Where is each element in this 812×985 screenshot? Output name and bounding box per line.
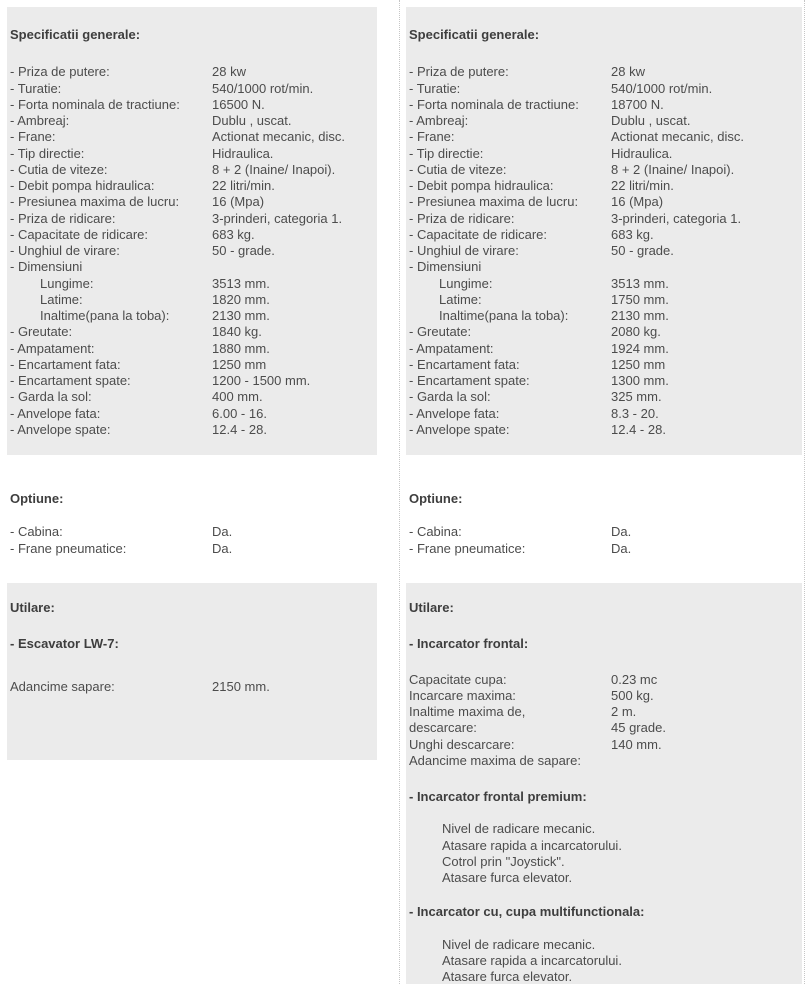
equipment-item-title-incarcator-premium: - Incarcator frontal premium: bbox=[409, 789, 796, 805]
spec-value: Dublu , uscat. bbox=[212, 113, 371, 129]
spec-rows-right bbox=[409, 64, 796, 438]
equipment-heading: Utilare: bbox=[10, 600, 371, 616]
spec-value: 12.4 - 28. bbox=[611, 422, 796, 438]
spec-label: - Frane: bbox=[409, 129, 611, 145]
spec-value: 2 m. bbox=[611, 704, 796, 720]
spec-row bbox=[10, 113, 371, 129]
spec-row bbox=[409, 113, 796, 129]
spec-row bbox=[409, 373, 796, 389]
spec-label: - Encartament spate: bbox=[10, 373, 212, 389]
spec-row bbox=[10, 81, 371, 97]
spec-label: - Frane: bbox=[10, 129, 212, 145]
equipment-heading: Utilare: bbox=[409, 600, 796, 616]
spec-value: 1840 kg. bbox=[212, 324, 371, 340]
spec-value bbox=[611, 753, 796, 769]
spec-label: - Anvelope spate: bbox=[409, 422, 611, 438]
spec-label: - Dimensiuni bbox=[409, 259, 611, 275]
spec-label: Latime: bbox=[409, 292, 611, 308]
spec-label: - Tip directie: bbox=[409, 146, 611, 162]
spec-label: - Presiunea maxima de lucru: bbox=[409, 194, 611, 210]
spec-row bbox=[10, 64, 371, 80]
feature-line: Nivel de radicare mecanic. bbox=[409, 937, 796, 953]
spec-label: - Capacitate de ridicare: bbox=[409, 227, 611, 243]
spec-value: Da. bbox=[611, 541, 796, 557]
spec-value: 325 mm. bbox=[611, 389, 796, 405]
spec-value: 683 kg. bbox=[212, 227, 371, 243]
spec-value: 2080 kg. bbox=[611, 324, 796, 340]
spec-row bbox=[409, 129, 796, 145]
spec-value: 1200 - 1500 mm. bbox=[212, 373, 371, 389]
spec-row bbox=[10, 406, 371, 422]
spec-value: 6.00 - 16. bbox=[212, 406, 371, 422]
spec-row bbox=[409, 422, 796, 438]
spec-row bbox=[10, 178, 371, 194]
spec-row bbox=[10, 341, 371, 357]
spec-label: Latime: bbox=[10, 292, 212, 308]
spec-value: 3513 mm. bbox=[212, 276, 371, 292]
spec-value: 2130 mm. bbox=[212, 308, 371, 324]
spec-value: 2130 mm. bbox=[611, 308, 796, 324]
options-panel-right bbox=[406, 455, 802, 583]
spec-label: - Tip directie: bbox=[10, 146, 212, 162]
spec-value: Da. bbox=[611, 524, 796, 540]
spec-value: 3513 mm. bbox=[611, 276, 796, 292]
spec-value: 28 kw bbox=[212, 64, 371, 80]
spec-row bbox=[409, 276, 796, 292]
spec-row bbox=[10, 194, 371, 210]
spec-value bbox=[611, 259, 796, 275]
spec-row bbox=[409, 324, 796, 340]
spec-label: - Anvelope fata: bbox=[10, 406, 212, 422]
spec-label: - Encartament fata: bbox=[409, 357, 611, 373]
spec-row bbox=[10, 422, 371, 438]
spec-value: 22 litri/min. bbox=[611, 178, 796, 194]
spec-row bbox=[409, 227, 796, 243]
equipment-panel-right bbox=[406, 583, 802, 984]
spec-row bbox=[10, 162, 371, 178]
equipment-item-title-escavator: - Escavator LW-7: bbox=[10, 636, 371, 652]
spec-row bbox=[409, 341, 796, 357]
spec-label: - Unghiul de virare: bbox=[409, 243, 611, 259]
spec-value: 18700 N. bbox=[611, 97, 796, 113]
spec-row bbox=[409, 292, 796, 308]
feature-line: Atasare furca elevator. bbox=[409, 870, 796, 886]
spec-label: - Unghiul de virare: bbox=[10, 243, 212, 259]
spec-row bbox=[409, 194, 796, 210]
spec-row bbox=[409, 259, 796, 275]
spec-value: 22 litri/min. bbox=[212, 178, 371, 194]
spec-value: Da. bbox=[212, 541, 371, 557]
spec-row bbox=[10, 276, 371, 292]
spec-value: 8 + 2 (Inaine/ Inapoi). bbox=[611, 162, 796, 178]
options-heading: Optiune: bbox=[10, 491, 371, 507]
spec-label: - Presiunea maxima de lucru: bbox=[10, 194, 212, 210]
spec-value: 1300 mm. bbox=[611, 373, 796, 389]
spec-row bbox=[10, 146, 371, 162]
spec-row bbox=[409, 308, 796, 324]
spec-row bbox=[10, 243, 371, 259]
spec-value: 400 mm. bbox=[212, 389, 371, 405]
spec-row bbox=[409, 162, 796, 178]
spec-value: 140 mm. bbox=[611, 737, 796, 753]
spec-row bbox=[409, 64, 796, 80]
spec-value: 500 kg. bbox=[611, 688, 796, 704]
column-left bbox=[0, 0, 400, 984]
spec-value: 1750 mm. bbox=[611, 292, 796, 308]
spec-row bbox=[409, 243, 796, 259]
spec-value: Actionat mecanic, disc. bbox=[611, 129, 796, 145]
spec-label: - Ambreaj: bbox=[409, 113, 611, 129]
spec-value: 8 + 2 (Inaine/ Inapoi). bbox=[212, 162, 371, 178]
spec-label: - Greutate: bbox=[409, 324, 611, 340]
spec-value: 3-prinderi, categoria 1. bbox=[212, 211, 371, 227]
spec-label: Adancime maxima de sapare: bbox=[409, 753, 611, 769]
spec-label: - Encartament spate: bbox=[409, 373, 611, 389]
spec-value: 3-prinderi, categoria 1. bbox=[611, 211, 796, 227]
spec-row bbox=[409, 672, 796, 688]
spec-label: Inaltime(pana la toba): bbox=[409, 308, 611, 324]
spec-value bbox=[212, 259, 371, 275]
feature-line: Atasare rapida a incarcatorului. bbox=[409, 953, 796, 969]
spec-label: - Encartament fata: bbox=[10, 357, 212, 373]
spec-label: - Frane pneumatice: bbox=[409, 541, 611, 557]
spec-row bbox=[409, 737, 796, 753]
spec-row bbox=[10, 357, 371, 373]
spec-row bbox=[10, 308, 371, 324]
spec-row bbox=[10, 524, 371, 540]
spec-label: - Garda la sol: bbox=[10, 389, 212, 405]
spec-label: descarcare: bbox=[409, 720, 611, 736]
general-specs-heading: Specificatii generale: bbox=[10, 27, 371, 43]
spec-label: - Priza de putere: bbox=[409, 64, 611, 80]
spec-value: Hidraulica. bbox=[212, 146, 371, 162]
spec-label: Incarcare maxima: bbox=[409, 688, 611, 704]
spec-row bbox=[10, 129, 371, 145]
spec-value: 1924 mm. bbox=[611, 341, 796, 357]
spec-label: - Forta nominala de tractiune: bbox=[10, 97, 212, 113]
spec-label: - Capacitate de ridicare: bbox=[10, 227, 212, 243]
spec-label: - Dimensiuni bbox=[10, 259, 212, 275]
equipment-item-title-cupa-multifunctionala: - Incarcator cu, cupa multifunctionala: bbox=[409, 904, 796, 920]
spec-value: 28 kw bbox=[611, 64, 796, 80]
options-heading: Optiune: bbox=[409, 491, 796, 507]
spec-row bbox=[10, 679, 371, 695]
feature-line: Cotrol prin "Joystick". bbox=[409, 854, 796, 870]
spec-label: - Priza de ridicare: bbox=[10, 211, 212, 227]
spec-value: 16500 N. bbox=[212, 97, 371, 113]
spec-label: - Frane pneumatice: bbox=[10, 541, 212, 557]
spec-label: - Garda la sol: bbox=[409, 389, 611, 405]
spec-label: - Anvelope fata: bbox=[409, 406, 611, 422]
spec-value: Actionat mecanic, disc. bbox=[212, 129, 371, 145]
spec-row bbox=[409, 178, 796, 194]
spec-value: 50 - grade. bbox=[611, 243, 796, 259]
spec-value: Da. bbox=[212, 524, 371, 540]
spec-row bbox=[409, 81, 796, 97]
equipment-rows-left bbox=[10, 679, 371, 695]
spec-label: - Ampatament: bbox=[10, 341, 212, 357]
spec-value: 12.4 - 28. bbox=[212, 422, 371, 438]
spec-row bbox=[10, 292, 371, 308]
spec-label: - Priza de putere: bbox=[10, 64, 212, 80]
options-panel-left bbox=[7, 455, 377, 583]
spec-label: Capacitate cupa: bbox=[409, 672, 611, 688]
spec-row bbox=[409, 146, 796, 162]
spec-label: - Turatie: bbox=[409, 81, 611, 97]
spec-row bbox=[409, 541, 796, 557]
spec-label: - Debit pompa hidraulica: bbox=[10, 178, 212, 194]
spec-row bbox=[409, 406, 796, 422]
spec-label: Unghi descarcare: bbox=[409, 737, 611, 753]
spec-value: 16 (Mpa) bbox=[611, 194, 796, 210]
spec-label: Inaltime(pana la toba): bbox=[10, 308, 212, 324]
spec-value: 1250 mm bbox=[611, 357, 796, 373]
spec-label: - Forta nominala de tractiune: bbox=[409, 97, 611, 113]
option-rows-left bbox=[10, 524, 371, 557]
spec-row bbox=[10, 259, 371, 275]
feature-line: Atasare rapida a incarcatorului. bbox=[409, 838, 796, 854]
spec-row bbox=[409, 357, 796, 373]
spec-row bbox=[409, 704, 796, 720]
spec-value: 16 (Mpa) bbox=[212, 194, 371, 210]
spec-value: 540/1000 rot/min. bbox=[611, 81, 796, 97]
spec-label: Inaltime maxima de, bbox=[409, 704, 611, 720]
option-rows-right bbox=[409, 524, 796, 557]
spec-label: - Ampatament: bbox=[409, 341, 611, 357]
spec-row bbox=[409, 524, 796, 540]
spec-row bbox=[10, 541, 371, 557]
spec-label: Lungime: bbox=[10, 276, 212, 292]
spec-label: - Priza de ridicare: bbox=[409, 211, 611, 227]
spec-row bbox=[409, 720, 796, 736]
spec-value: Dublu , uscat. bbox=[611, 113, 796, 129]
spec-label: - Cabina: bbox=[409, 524, 611, 540]
spec-label: Adancime sapare: bbox=[10, 679, 212, 695]
feature-line: Nivel de radicare mecanic. bbox=[409, 821, 796, 837]
spec-label: - Cutia de viteze: bbox=[10, 162, 212, 178]
spec-row bbox=[10, 97, 371, 113]
spec-value: Hidraulica. bbox=[611, 146, 796, 162]
spec-label: - Cutia de viteze: bbox=[409, 162, 611, 178]
spec-value: 50 - grade. bbox=[212, 243, 371, 259]
equipment-item-title-incarcator-frontal: - Incarcator frontal: bbox=[409, 636, 796, 652]
spec-value: 540/1000 rot/min. bbox=[212, 81, 371, 97]
spec-value: 8.3 - 20. bbox=[611, 406, 796, 422]
feature-line: Atasare furca elevator. bbox=[409, 969, 796, 985]
spec-label: - Cabina: bbox=[10, 524, 212, 540]
spec-label: - Ambreaj: bbox=[10, 113, 212, 129]
spec-row bbox=[409, 97, 796, 113]
spec-row bbox=[10, 227, 371, 243]
spec-value: 0.23 mc bbox=[611, 672, 796, 688]
spec-label: - Turatie: bbox=[10, 81, 212, 97]
column-right bbox=[400, 0, 805, 984]
general-specs-panel-left bbox=[7, 7, 377, 455]
premium-feature-lines bbox=[409, 821, 796, 886]
spec-value: 1250 mm bbox=[212, 357, 371, 373]
spec-value: 683 kg. bbox=[611, 227, 796, 243]
loader-rows bbox=[409, 672, 796, 770]
spec-label: Lungime: bbox=[409, 276, 611, 292]
multi-feature-lines bbox=[409, 937, 796, 985]
general-specs-panel-right bbox=[406, 7, 802, 455]
spec-value: 1880 mm. bbox=[212, 341, 371, 357]
spec-label: - Anvelope spate: bbox=[10, 422, 212, 438]
spec-row bbox=[409, 211, 796, 227]
spec-value: 2150 mm. bbox=[212, 679, 371, 695]
spec-value: 45 grade. bbox=[611, 720, 796, 736]
spec-row bbox=[409, 389, 796, 405]
equipment-panel-left bbox=[7, 583, 377, 760]
spec-row bbox=[10, 324, 371, 340]
spec-row bbox=[409, 688, 796, 704]
spec-row bbox=[409, 753, 796, 769]
spec-row bbox=[10, 389, 371, 405]
general-specs-heading: Specificatii generale: bbox=[409, 27, 796, 43]
spec-row bbox=[10, 373, 371, 389]
spec-label: - Debit pompa hidraulica: bbox=[409, 178, 611, 194]
spec-rows-left bbox=[10, 64, 371, 438]
spec-row bbox=[10, 211, 371, 227]
spec-value: 1820 mm. bbox=[212, 292, 371, 308]
spec-label: - Greutate: bbox=[10, 324, 212, 340]
